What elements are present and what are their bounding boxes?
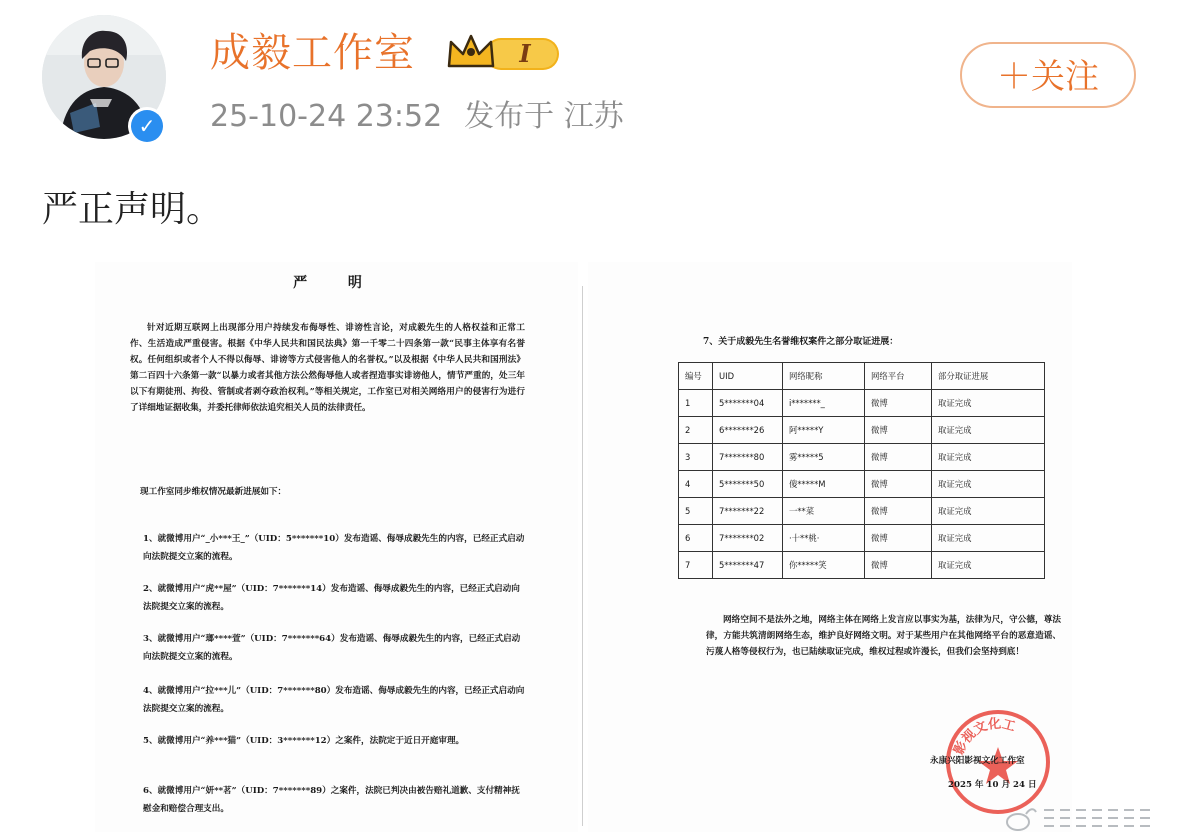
table-cell: 微博 xyxy=(865,390,932,417)
table-row xyxy=(679,525,1045,552)
table-cell: 7*******22 xyxy=(713,498,783,525)
page-divider xyxy=(582,286,583,826)
table-cell: 5*******50 xyxy=(713,471,783,498)
column-header: UID xyxy=(713,363,783,390)
table-cell: 4 xyxy=(679,471,713,498)
follow-button[interactable]: ＋关注 xyxy=(960,42,1136,108)
document-intro: 针对近期互联网上出现部分用户持续发布侮辱性、诽谤性言论，对成毅先生的人格权益和正常工作、生活造成严重侵害。根据《中华人民共和国民法典》第一千零二十四条第一款“民事主体享有名誉权。任何组织或者个人不得以侮辱、诽谤等方式侵害他人的名誉权。”以及根据《中华人民共和国刑法》第二百四十六条第一款“以暴力或者其他方法公然侮辱他人或者捏造事实诽谤他人，情节严重的，处三年以下有期徒刑、拘役、管制或者剥夺政治权利。”等相关规定，工作室已对相关网络用户的侵害行为进行了详细地证据收集，并委托律师依法追究相关人员的法律责任。 xyxy=(130,323,525,413)
column-header: 网络昵称 xyxy=(783,363,865,390)
post-date: 25-10-24 23:52 xyxy=(210,99,443,134)
table-cell: 6 xyxy=(679,525,713,552)
table-cell: 傻*****M xyxy=(783,471,865,498)
table-cell: 微博 xyxy=(865,471,932,498)
case-item: 5、就微博用户“养***猫”（UID：3*******12）之案件，法院定于近日开庭审理。 xyxy=(143,736,465,746)
table-cell: 取证完成 xyxy=(932,552,1045,579)
table-row xyxy=(679,552,1045,579)
member-crown-icon[interactable] xyxy=(445,30,563,78)
table-cell: 1 xyxy=(679,390,713,417)
document-sync-heading: 现工作室同步维权情况最新进展如下： xyxy=(140,487,287,497)
verified-badge-icon: ✓ xyxy=(128,107,166,145)
table-cell: 2 xyxy=(679,417,713,444)
table-cell: 取证完成 xyxy=(932,390,1045,417)
case-table-heading: 7、关于成毅先生名誉维权案件之部分取证进展： xyxy=(703,337,899,347)
table-cell: 5*******47 xyxy=(713,552,783,579)
table-cell: 微博 xyxy=(865,525,932,552)
column-header: 部分取证进展 xyxy=(932,363,1045,390)
post-meta xyxy=(210,95,624,139)
seal-text: 影视文化工 xyxy=(951,716,1017,758)
document-closing: 网络空间不是法外之地，网络主体在网络上发言应以事实为基，法律为尺，守公德，尊法律，方能共筑清朗网络生态，维护良好网络文明。对于某些用户在其他网络平台的恶意造谣、污蔑人格等侵权行为，也已陆续取证完成，维权过程或许漫长，但我们会坚持到底！ xyxy=(706,615,1061,657)
table-cell: 微博 xyxy=(865,417,932,444)
badge-level: I xyxy=(519,39,531,68)
user-name[interactable]: 成毅工作室 xyxy=(210,30,415,76)
table-cell: 3 xyxy=(679,444,713,471)
table-cell: 取证完成 xyxy=(932,525,1045,552)
table-cell: 取证完成 xyxy=(932,498,1045,525)
table-row xyxy=(679,471,1045,498)
table-cell: 微博 xyxy=(865,498,932,525)
table-cell: 你*****笑 xyxy=(783,552,865,579)
case-item: 1、就微博用户“_小***王_”（UID：5*******10）发布造谣、侮辱成毅先生的内容，已经正式启动向法院提交立案的流程。 xyxy=(143,534,525,562)
table-cell: 微博 xyxy=(865,552,932,579)
table-cell: 6*******26 xyxy=(713,417,783,444)
table-row xyxy=(679,390,1045,417)
table-row xyxy=(679,417,1045,444)
table-cell: ·十**桃· xyxy=(783,525,865,552)
signature-name: 永康兴阳影视文化工作室 xyxy=(930,756,1025,766)
table-cell: 微博 xyxy=(865,444,932,471)
table-cell: 一**菜 xyxy=(783,498,865,525)
table-cell: 雾*****5 xyxy=(783,444,865,471)
watermark-icon xyxy=(1004,800,1164,836)
case-item: 3、就微博用户“瑯****萱”（UID：7*******64）发布造谣、侮辱成毅先生的内容，已经正式启动向法院提交立案的流程。 xyxy=(143,634,521,662)
document-page-left[interactable] xyxy=(95,262,578,832)
column-header: 网络平台 xyxy=(865,363,932,390)
case-table xyxy=(678,362,1045,579)
table-row xyxy=(679,444,1045,471)
table-cell: 取证完成 xyxy=(932,471,1045,498)
table-cell: 7*******80 xyxy=(713,444,783,471)
table-cell: 7*******02 xyxy=(713,525,783,552)
table-cell: i*******_ xyxy=(783,390,865,417)
post-location: 发布于 江苏 xyxy=(464,99,624,134)
case-item: 4、就微博用户“拉***儿”（UID：7*******80）发布造谣、侮辱成毅先生的内容，已经正式启动向法院提交立案的流程。 xyxy=(143,686,525,714)
table-cell: 取证完成 xyxy=(932,444,1045,471)
column-header: 编号 xyxy=(679,363,713,390)
table-cell: 5 xyxy=(679,498,713,525)
document-title: 严 明 xyxy=(293,275,380,291)
table-cell: 阿*****Y xyxy=(783,417,865,444)
post-text: 严正声明。 xyxy=(42,189,223,230)
table-header-row xyxy=(679,363,1045,390)
case-item: 2、就微博用户“虎**屋”（UID：7*******14）发布造谣、侮辱成毅先生的内容，已经正式启动向法院提交立案的流程。 xyxy=(143,584,520,612)
case-item: 6、就微博用户“妍**茗”（UID：7*******89）之案件，法院已判决由被告赔礼道歉、支付精神抚慰金和赔偿合理支出。 xyxy=(143,786,520,814)
table-row xyxy=(679,498,1045,525)
table-cell: 7 xyxy=(679,552,713,579)
svg-text:影视文化工 xyxy=(951,716,1017,758)
document-page-right[interactable] xyxy=(588,262,1072,832)
table-cell: 5*******04 xyxy=(713,390,783,417)
signature-date: 2025 年 10 月 24 日 xyxy=(948,780,1037,790)
table-cell: 取证完成 xyxy=(932,417,1045,444)
